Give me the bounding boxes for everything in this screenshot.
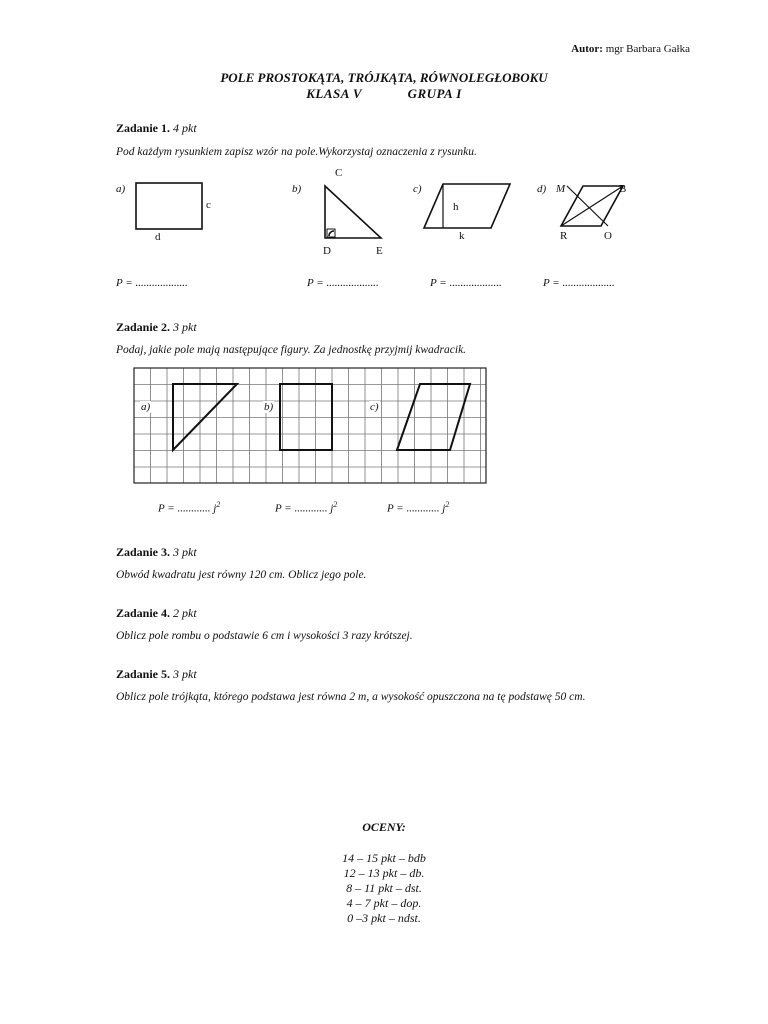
task-5-points: 3 pkt: [173, 667, 197, 681]
grid-answer-a[interactable]: [158, 500, 220, 515]
task-2-text: Podaj, jakie pole mają następujące figury. Za jednostkę przyjmij kwadracik.: [116, 344, 467, 356]
task-2-number: Zadanie 2.: [116, 320, 171, 334]
task-2-points: 3 pkt: [173, 320, 197, 334]
fig-d-vertex-o: O: [604, 230, 612, 242]
grid-answer-a-text: P = ............ j: [158, 502, 217, 515]
fig-b-vertex-d: D: [323, 245, 331, 257]
fig-d-tag: d): [537, 183, 547, 195]
fig-a-tag: a): [116, 183, 126, 195]
fig-c-base-k: k: [459, 230, 465, 242]
task-3-number: Zadanie 3.: [116, 545, 171, 559]
grid-border: [134, 368, 486, 483]
fig-c-tag: c): [413, 183, 422, 195]
grid-answer-a-exp: 2: [216, 500, 221, 509]
grid-answer-c-text: P = ............ j: [387, 502, 446, 515]
fig-c-height-h: h: [453, 201, 459, 213]
grid-fig-b-tag: b): [264, 401, 274, 413]
answer-field-d[interactable]: P = ...................: [543, 277, 615, 289]
answer-field-c[interactable]: P = ...................: [430, 277, 502, 289]
grid-fig-a-tag: a): [141, 401, 151, 413]
grid-triangle: [173, 384, 237, 450]
grid-fig-c-tag: c): [370, 401, 379, 413]
task-1-number: Zadanie 1.: [116, 121, 171, 135]
answer-field-a[interactable]: P = ...................: [116, 277, 188, 289]
fig-d-vertex-b: B: [619, 183, 627, 195]
fig-b-vertex-e: E: [376, 245, 383, 257]
author-name: mgr Barbara Gałka: [605, 43, 690, 55]
fig-a-side-d: d: [155, 231, 161, 243]
grade-line-3: 8 – 11 pkt – dst.: [346, 881, 422, 895]
grade-line-5: 0 –3 pkt – ndst.: [347, 911, 421, 925]
fig-d-vertex-m: M: [556, 183, 566, 195]
grid-answer-b[interactable]: [275, 500, 337, 515]
task-5-text: Oblicz pole trójkąta, którego podstawa jest równa 2 m, a wysokość opuszczona na tę podstawę 50 cm.: [116, 691, 586, 703]
task-4-heading: [116, 606, 197, 621]
grid-answer-b-text: P = ............ j: [275, 502, 334, 515]
grades-heading: OCENY:: [362, 820, 406, 834]
grade-line-1: 14 – 15 pkt – bdb: [342, 851, 426, 865]
task-5-heading: [116, 667, 197, 682]
grid-answer-c[interactable]: [387, 500, 449, 515]
grade-line-2: 12 – 13 pkt – db.: [343, 866, 425, 880]
task-3-points: 3 pkt: [173, 545, 197, 559]
grid-lines: [134, 368, 486, 483]
task-3-text: Obwód kwadratu jest równy 120 cm. Oblicz jego pole.: [116, 569, 367, 581]
answer-field-b[interactable]: P = ...................: [307, 277, 379, 289]
grade-line-4: 4 – 7 pkt – dop.: [346, 896, 422, 910]
task-4-points: 2 pkt: [173, 606, 197, 620]
task-4-text: Oblicz pole rombu o podstawie 6 cm i wysokości 3 razy krótszej.: [116, 630, 413, 642]
task-3-heading: [116, 545, 197, 560]
group-label: GRUPA I: [407, 86, 462, 101]
worksheet-title: POLE PROSTOKĄTA, TRÓJKĄTA, RÓWNOLEGŁOBOKU: [220, 70, 548, 85]
task-4-number: Zadanie 4.: [116, 606, 171, 620]
fig-b-vertex-c: C: [335, 167, 343, 179]
fig-a-side-c: c: [206, 199, 211, 211]
grid-rectangle: [280, 384, 332, 450]
grid-answer-b-exp: 2: [333, 500, 338, 509]
author-label: Autor:: [571, 43, 603, 55]
grid-answer-c-exp: 2: [445, 500, 450, 509]
class-label: KLASA V: [306, 86, 363, 101]
task-1-text: Pod każdym rysunkiem zapisz wzór na pole.Wykorzystaj oznaczenia z rysunku.: [116, 146, 477, 158]
task-5-number: Zadanie 5.: [116, 667, 171, 681]
grid-parallelogram: [397, 384, 470, 450]
fig-d-vertex-r: R: [560, 230, 568, 242]
fig-b-tag: b): [292, 183, 302, 195]
task-1-points: 4 pkt: [173, 121, 197, 135]
